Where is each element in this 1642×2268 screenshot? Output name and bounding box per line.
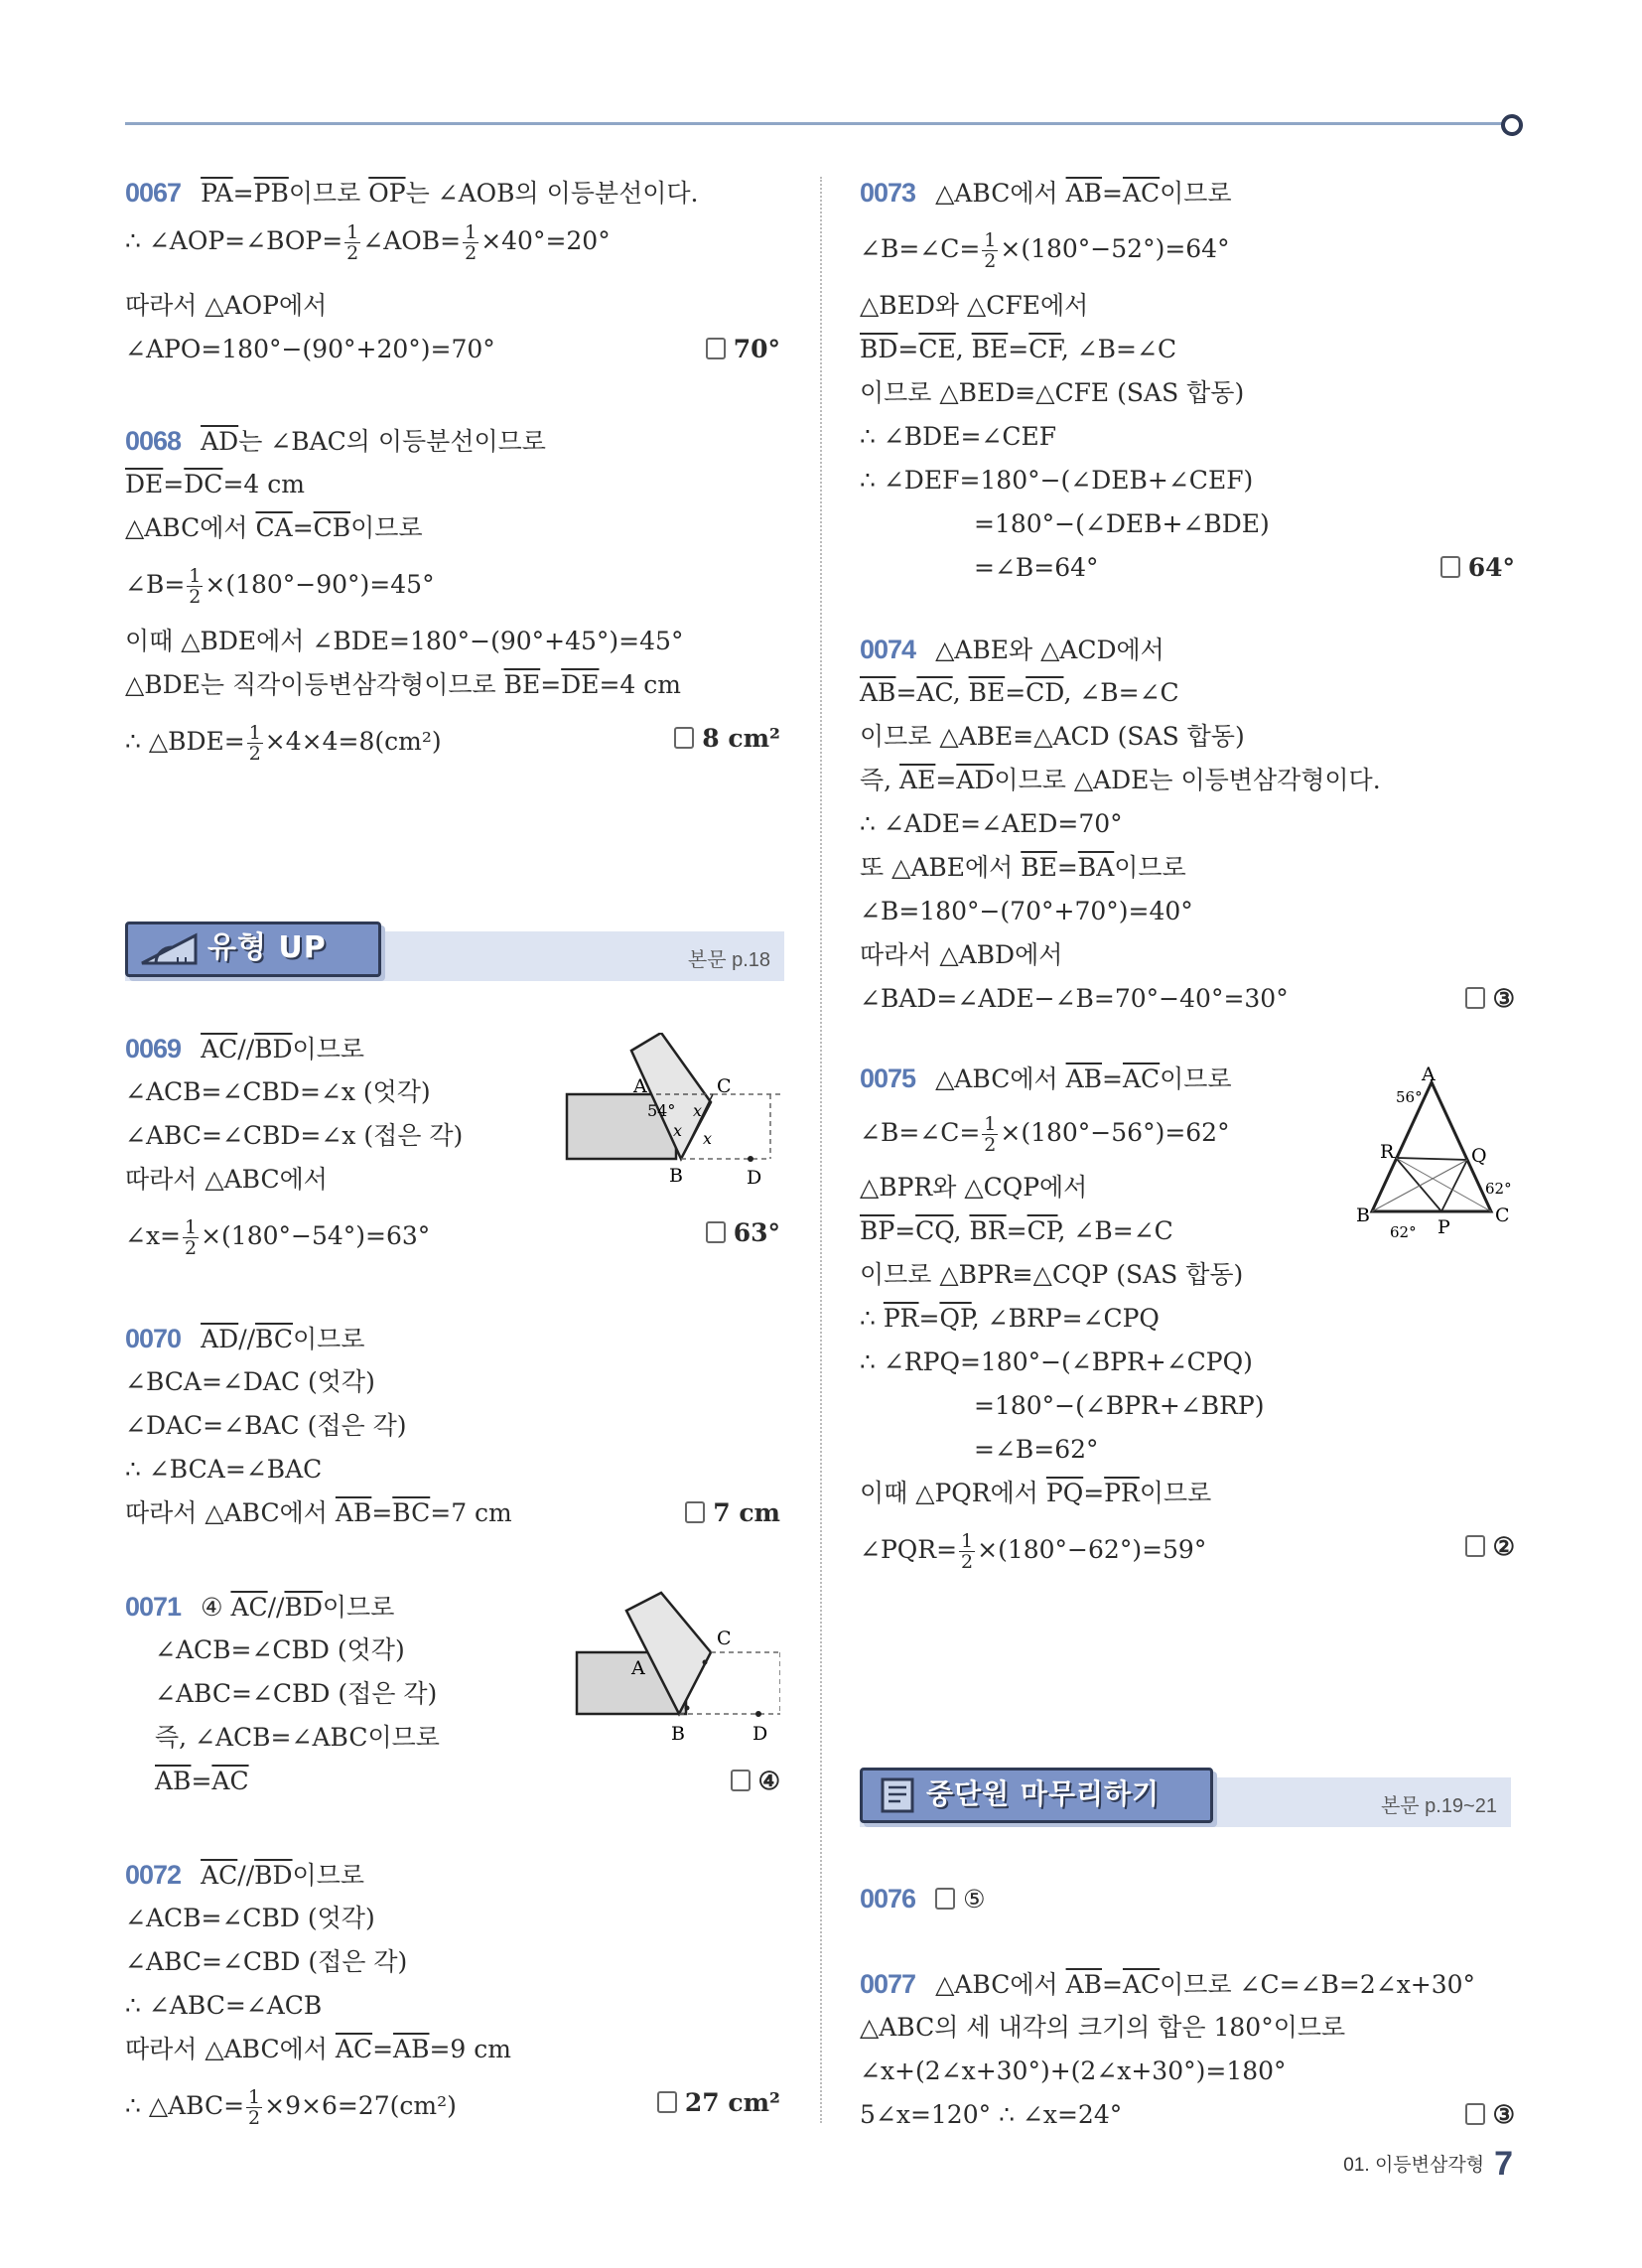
problem-0075 [860, 1063, 1515, 1579]
p68-line3: △ABC에서 $\overline{CA}=\overline{CB}$이므로 [125, 513, 423, 542]
triangle-figure-0075 [1342, 1063, 1521, 1241]
answer-badge: ② [1465, 1531, 1515, 1563]
fraction: $\frac{1}{2}$ [346, 221, 359, 264]
fraction: $\frac{1}{2}$ [185, 1216, 198, 1259]
problem-0076 [860, 1883, 1515, 1922]
p74-line7: ∠B=180°−(70°+70°)=40° [860, 897, 1193, 925]
header-dot [1501, 114, 1523, 136]
fig-angle: 54° [647, 1101, 676, 1120]
p77-line2: △ABC의 세 내각의 크기의 합은 180°이므로 [860, 2013, 1346, 2042]
fraction: $\frac{1}{2}$ [189, 565, 202, 608]
banner-box [125, 921, 381, 977]
p73-line6: ∴ ∠BDE=∠CEF [860, 422, 1057, 451]
p72-line4: ∴ ∠ABC=∠ACB [125, 1991, 323, 2020]
p67-line1: 0067 $\overline{PA}=\overline{PB}$이므로 $\overline{OP}$는 ∠AOB의 이등분선이다. [125, 178, 699, 208]
fig-label-b: B [669, 1165, 683, 1187]
fraction: $\frac{1}{2}$ [961, 1530, 974, 1573]
p73-line4: $\overline{BD}=\overline{CE}$, $\overline{BE}=\overline{CF}$, ∠B=∠C [860, 335, 1177, 363]
problem-number: 0072 [125, 1860, 182, 1890]
problem-number: 0077 [860, 1969, 916, 1999]
problem-number: 0073 [860, 178, 916, 208]
svg-text:x: x [703, 1129, 713, 1148]
problem-0070 [125, 1323, 780, 1527]
p75-line4: $\overline{BP}=\overline{CQ}$, $\overline{BR}=\overline{CP}$, ∠B=∠C [860, 1216, 1173, 1245]
fig-label-a: A [633, 1075, 647, 1097]
fold-figure-0071 [572, 1591, 780, 1750]
answer-badge: 27 cm² [657, 2087, 780, 2119]
p73-line8: =180°−(∠DEB+∠BDE) [974, 509, 1270, 538]
problem-number: 0075 [860, 1063, 916, 1093]
p73-line7: ∴ ∠DEF=180°−(∠DEB+∠CEF) [860, 466, 1254, 495]
p72-line1: 0072 $\overline{AC}//\overline{BD}$이므로 [125, 1860, 364, 1890]
p75-line6: ∴ $\overline{PR}=\overline{QP}$, ∠BRP=∠CPQ [860, 1304, 1160, 1333]
answer-icon [706, 1221, 726, 1243]
fig-angle-a: 56° [1396, 1088, 1423, 1106]
p73-line3: △BED와 △CFE에서 [860, 291, 1089, 320]
header-rule [125, 122, 1511, 125]
p70-line1: 0070 $\overline{AD}//\overline{BC}$이므로 [125, 1324, 365, 1353]
answer-badge: ④ [731, 1766, 780, 1797]
fig-label-p: P [1437, 1216, 1450, 1238]
banner-ref: 본문 p.19~21 [1380, 1795, 1497, 1817]
p73-line5: 이므로 △BED≡△CFE (SAS 합동) [860, 378, 1245, 407]
answer-icon [731, 1770, 751, 1791]
answer-icon [685, 1501, 705, 1523]
p74-line3: 이므로 △ABE≡△ACD (SAS 합동) [860, 722, 1245, 751]
problem-number: 0070 [125, 1324, 182, 1353]
svg-text:x: x [693, 1101, 703, 1120]
problem-0077 [860, 1968, 1515, 2137]
p67-line2: ∴ ∠AOP=∠BOP= $\frac{1}{2}$ ∠AOB= $\frac{1}{2}$ ×40°=20° [125, 221, 611, 264]
p75-line3: △BPR와 △CQP에서 [860, 1173, 1088, 1202]
p72-line5: 따라서 △ABC에서 $\overline{AC}=\overline{AB}=9$ cm [125, 2035, 511, 2063]
answer-icon [1465, 1535, 1485, 1557]
p73-line1: 0073 △ABC에서 $\overline{AB}=\overline{AC}$이므로 [860, 178, 1232, 208]
fig-label-b: B [1356, 1205, 1370, 1226]
p75-line9: =∠B=62° [974, 1435, 1099, 1464]
answer-icon [1440, 556, 1460, 578]
banner-title: 유형 UP [207, 930, 327, 965]
answer-badge: 70° [706, 334, 780, 365]
p69-line1: 0069 $\overline{AC}//\overline{BD}$이므로 [125, 1034, 364, 1063]
problem-0069 [125, 1033, 780, 1261]
problem-number: 0074 [860, 635, 916, 664]
answer-icon [674, 727, 694, 749]
p68-line5: 이때 △BDE에서 ∠BDE=180°−(90°+45°)=45° [125, 627, 684, 655]
problem-0074 [860, 634, 1515, 1011]
p68-line1: 0068 $\overline{AD}$는 ∠BAC의 이등분선이므로 [125, 426, 546, 456]
ruler-icon [138, 929, 200, 969]
p71-line2: ∠ACB=∠CBD (엇각) [155, 1635, 405, 1664]
p72-line6: ∴ △ABC= $\frac{1}{2}$ ×9×6=27(cm²) [125, 2086, 457, 2129]
p74-line1: 0074 △ABE와 △ACD에서 [860, 635, 1164, 664]
problem-number: 0071 [125, 1592, 182, 1622]
p75-line5: 이므로 △BPR≡△CQP (SAS 합동) [860, 1260, 1244, 1289]
answer-icon [1465, 987, 1485, 1009]
p69-line4: 따라서 △ABC에서 [125, 1165, 328, 1194]
fig-label-r: R [1380, 1141, 1395, 1163]
section-title: 01. 이등변삼각형 [1343, 2155, 1485, 2176]
p74-line2: $\overline{AB}=\overline{AC}$, $\overline{BE}=\overline{CD}$, ∠B=∠C [860, 678, 1179, 707]
p71-line3: ∠ABC=∠CBD (접은 각) [155, 1679, 438, 1708]
p75-line1: 0075 △ABC에서 $\overline{AB}=\overline{AC}$이므로 [860, 1063, 1232, 1093]
answer-icon [706, 338, 726, 359]
problem-0072 [125, 1859, 780, 2129]
answer-badge: ③ [1465, 983, 1515, 1015]
fig-angle-b: 62° [1390, 1223, 1417, 1241]
page-footer [1343, 2145, 1513, 2184]
p69-line5: ∠x= $\frac{1}{2}$ ×(180°−54°)=63° [125, 1216, 431, 1259]
fig-label-q: Q [1471, 1145, 1487, 1167]
fraction: $\frac{1}{2}$ [248, 2086, 261, 2129]
fraction: $\frac{1}{2}$ [465, 221, 478, 264]
p75-line2: ∠B=∠C= $\frac{1}{2}$ ×(180°−56°)=62° [860, 1113, 1230, 1156]
banner-title: 중단원 마무리하기 [926, 1777, 1161, 1810]
problem-number: 0068 [125, 426, 182, 456]
fig-angle-c: 62° [1485, 1180, 1512, 1198]
p68-line2: $\overline{DE}=\overline{DC}=4$ cm [125, 470, 305, 498]
fraction: $\frac{1}{2}$ [248, 722, 261, 765]
svg-text:x: x [673, 1121, 683, 1140]
problem-number: 0067 [125, 178, 182, 208]
fig-label-b: B [671, 1723, 685, 1745]
type-up-banner [125, 921, 784, 981]
p74-line6: 또 △ABE에서 $\overline{BE}=\overline{BA}$이므로 [860, 853, 1186, 882]
chapter-review-banner [860, 1768, 1511, 1827]
p69-line3: ∠ABC=∠CBD=∠x (접은 각) [125, 1121, 464, 1150]
p69-line2: ∠ACB=∠CBD=∠x (엇각) [125, 1077, 431, 1106]
answer-badge: 7 cm [685, 1497, 780, 1529]
p67-line4: ∠APO=180°−(90°+20°)=70° [125, 335, 495, 363]
p68-line7: ∴ △BDE= $\frac{1}{2}$ ×4×4=8(cm²) [125, 722, 442, 765]
p73-line9: =∠B=64° [974, 553, 1099, 582]
p71-line1: 0071 ④ $\overline{AC}//\overline{BD}$이므로 [125, 1592, 395, 1622]
answer-icon [935, 1888, 955, 1910]
p67-line3: 따라서 △AOP에서 [125, 291, 328, 320]
p71-line5: $\overline{AB}=\overline{AC}$ [155, 1767, 249, 1795]
p73-line2: ∠B=∠C= $\frac{1}{2}$ ×(180°−52°)=64° [860, 229, 1230, 272]
p72-line3: ∠ABC=∠CBD (접은 각) [125, 1947, 408, 1976]
p74-line5: ∴ ∠ADE=∠AED=70° [860, 809, 1123, 838]
answer-icon [1465, 2103, 1485, 2125]
page-number: 7 [1494, 2145, 1513, 2183]
fig-label-c: C [717, 1075, 732, 1097]
banner-ref: 본문 p.18 [687, 949, 770, 971]
problem-number: 0076 [860, 1884, 916, 1914]
fold-figure-0069 [562, 1033, 780, 1192]
fig-label-c: C [1495, 1205, 1510, 1226]
problem-0068 [125, 425, 780, 763]
answer-badge: 8 cm² [674, 723, 780, 755]
book-icon [877, 1775, 920, 1815]
fig-label-d: D [747, 1167, 762, 1189]
p74-line9: ∠BAD=∠ADE−∠B=70°−40°=30° [860, 984, 1289, 1013]
problem-number: 0069 [125, 1034, 182, 1063]
p70-line5: 따라서 △ABC에서 $\overline{AB}=\overline{BC}=7$ cm [125, 1498, 512, 1527]
fig-label-d: D [753, 1723, 768, 1745]
banner-box [860, 1768, 1213, 1823]
answer-icon [657, 2091, 677, 2113]
p74-line8: 따라서 △ABD에서 [860, 940, 1063, 969]
answer-badge: ③ [1465, 2099, 1515, 2131]
p74-line4: 즉, $\overline{AE}=\overline{AD}$이므로 △ADE는 이등변삼각형이다. [860, 766, 1381, 794]
p77-line4: 5∠x=120° ∴ ∠x=24° [860, 2100, 1123, 2129]
p68-line6: △BDE는 직각이등변삼각형이므로 $\overline{BE}=\overline{DE}=4$ cm [125, 670, 681, 699]
fraction: $\frac{1}{2}$ [984, 229, 997, 272]
p77-line1: 0077 △ABC에서 $\overline{AB}=\overline{AC}$이므로 ∠C=∠B=2∠x+30° [860, 1969, 1476, 1999]
problem-0067 [125, 177, 780, 375]
p77-line3: ∠x+(2∠x+30°)+(2∠x+30°)=180° [860, 2056, 1287, 2085]
answer-badge: 63° [706, 1217, 780, 1249]
problem-0071 [125, 1591, 780, 1799]
answer-value: ⑤ [963, 1885, 986, 1914]
fig-label-a: A [1422, 1063, 1436, 1085]
p75-line8: =180°−(∠BPR+∠BRP) [974, 1391, 1265, 1420]
p75-line10: 이때 △PQR에서 $\overline{PQ}=\overline{PR}$이므로 [860, 1479, 1212, 1507]
p71-line4: 즉, ∠ACB=∠ABC이므로 [155, 1723, 440, 1752]
column-divider [820, 177, 822, 2123]
p70-line4: ∴ ∠BCA=∠BAC [125, 1455, 323, 1484]
p75-line11: ∠PQR= $\frac{1}{2}$ ×(180°−62°)=59° [860, 1530, 1207, 1573]
p75-line7: ∴ ∠RPQ=180°−(∠BPR+∠CPQ) [860, 1347, 1253, 1376]
fig-label-a: A [631, 1657, 645, 1679]
p76-line1 [860, 1883, 986, 1915]
p70-line2: ∠BCA=∠DAC (엇각) [125, 1367, 375, 1396]
p70-line3: ∠DAC=∠BAC (접은 각) [125, 1411, 407, 1440]
p68-line4: ∠B= $\frac{1}{2}$ ×(180°−90°)=45° [125, 565, 435, 608]
fraction: $\frac{1}{2}$ [984, 1113, 997, 1156]
answer-badge: 64° [1440, 552, 1515, 584]
fig-label-c: C [717, 1628, 732, 1649]
problem-0073 [860, 177, 1515, 584]
p72-line2: ∠ACB=∠CBD (엇각) [125, 1904, 375, 1932]
